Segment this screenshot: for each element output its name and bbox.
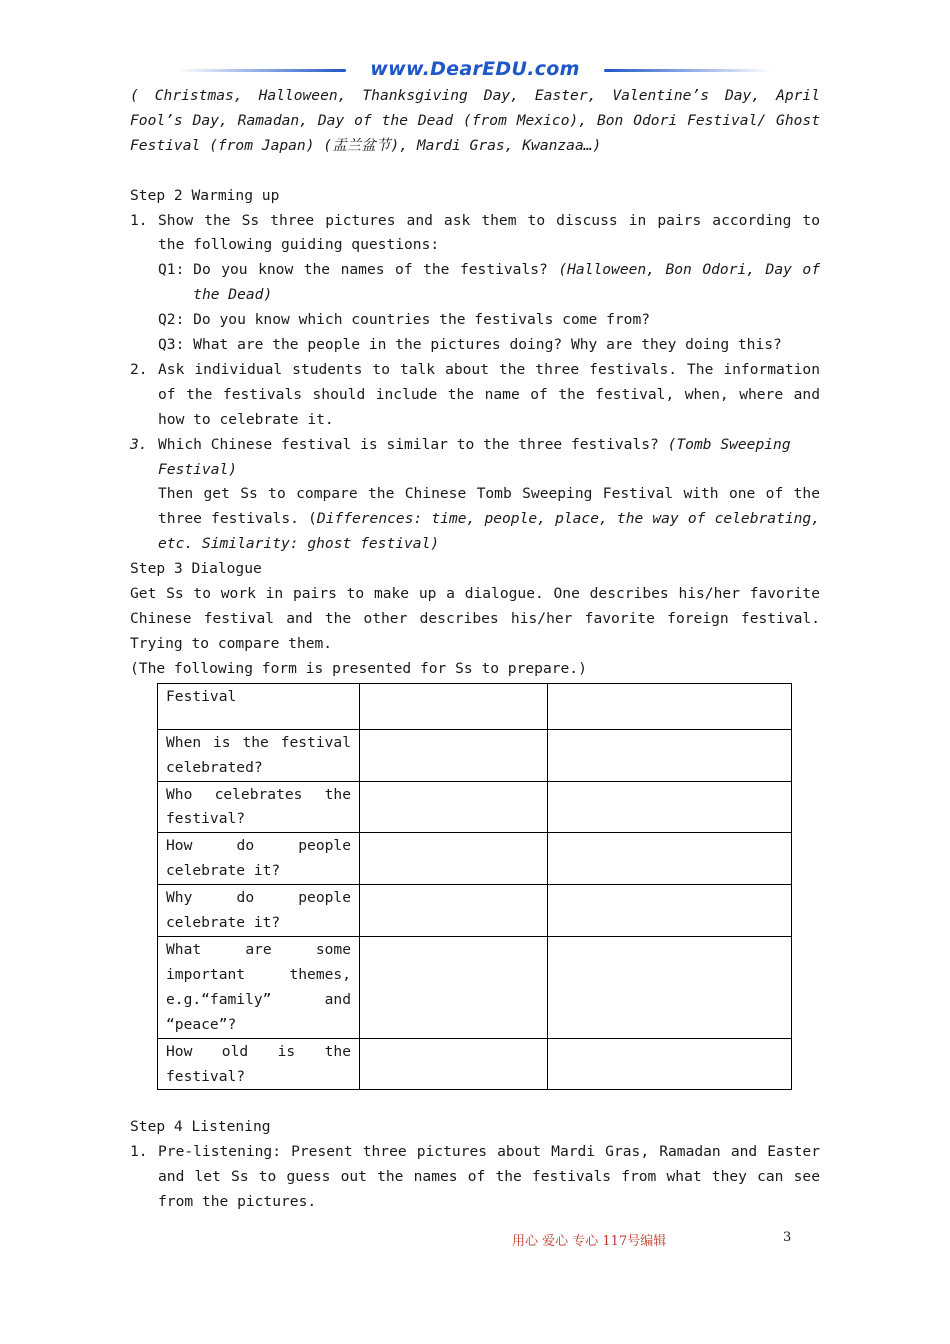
item-number: 3. [130, 435, 148, 453]
item-text: Pre-listening: Present three pictures about Mardi Gras, Ramadan and Easter and let Ss to guess out the names of the festivals from what they can see from the pictures. [158, 1143, 820, 1211]
blank-line [130, 159, 820, 184]
followup-text: Then get Ss to compare the Chinese Tomb Sweeping Festival with one of the three festivals. [158, 485, 820, 528]
question-label: Q1: [158, 261, 194, 279]
form-blank-cell[interactable] [360, 781, 548, 833]
form-blank-cell[interactable] [360, 833, 548, 885]
form-blank-cell[interactable] [360, 885, 548, 937]
form-row [158, 683, 792, 729]
item-answer: (Tomb Sweeping Festival) [158, 435, 791, 478]
step2-item-3 [130, 433, 820, 483]
form-blank-cell[interactable] [548, 833, 792, 885]
form-row [158, 885, 792, 937]
item-text: Which Chinese festival is similar to the three festivals? [158, 435, 668, 453]
step3-text: Get Ss to work in pairs to make up a dialogue. One describes his/her favorite Chinese festival and the other describes his/her favorite foreign festival. Trying to compare them. [130, 585, 820, 652]
question-q1 [158, 258, 820, 308]
form-row [158, 729, 792, 781]
followup-answer: Differences: time, people, place, the way of celebrating, etc. Similarity: ghost festival) [158, 510, 821, 553]
step2-item-3-followup [158, 482, 820, 557]
intro-examples: ( Christmas, Halloween, Thanksgiving Day, Easter, Valentine’s Day, April Fool’s Day, Ramadan, Day of the Dead (from Mexico), Bon Odori Festival/ Ghost Festival (from Japan) (盂兰盆节), Mardi Gras, Kwanzaa…) [130, 87, 820, 154]
banner-swoosh-right [604, 69, 772, 72]
form-row-label: How do people celebrate it? [158, 833, 360, 885]
step4-heading: Step 4 Listening [130, 1118, 271, 1136]
question-text: Do you know the names of the festivals? [193, 261, 559, 279]
form-blank-cell[interactable] [360, 936, 548, 1038]
form-blank-cell[interactable] [548, 781, 792, 833]
question-q2: Q2: Do you know which countries the festivals come from? [158, 311, 651, 329]
item-number: 2. [130, 360, 148, 378]
form-row [158, 936, 792, 1038]
form-row-label: When is the festival celebrated? [158, 729, 360, 781]
form-row-label: What are some important themes, e.g.“family” and “peace”? [158, 936, 360, 1038]
form-row [158, 1038, 792, 1090]
step2-item-2 [130, 358, 820, 433]
form-blank-cell[interactable] [360, 683, 548, 729]
step2-heading: Step 2 Warming up [130, 186, 280, 204]
form-note: (The following form is presented for Ss to prepare.) [130, 659, 587, 677]
form-blank-cell[interactable] [548, 1038, 792, 1090]
form-row [158, 833, 792, 885]
form-blank-cell[interactable] [548, 885, 792, 937]
step4-item-1 [130, 1140, 820, 1215]
footer-slogan: 用心 爱心 专心 117号编辑 [512, 1234, 667, 1249]
form-row-label: Festival [158, 683, 360, 729]
question-q3: Q3: What are the people in the pictures doing? Why are they doing this? [158, 336, 782, 354]
item-number: 1. [130, 1143, 148, 1161]
form-blank-cell[interactable] [548, 683, 792, 729]
blank-line [130, 1090, 820, 1115]
document-body [130, 84, 820, 1215]
site-banner-text: www.DearEDU.com [370, 58, 580, 80]
step3-heading: Step 3 Dialogue [130, 560, 262, 578]
item-number: 1. [130, 211, 148, 229]
followup-paren: ( [308, 510, 317, 528]
form-blank-cell[interactable] [548, 936, 792, 1038]
form-row-label: How old is the festival? [158, 1038, 360, 1090]
item-text: Show the Ss three pictures and ask them to discuss in pairs according to the following guiding questions: [158, 211, 820, 254]
step2-item-1 [130, 209, 820, 259]
page-number: 3 [783, 1230, 792, 1245]
form-blank-cell[interactable] [360, 729, 548, 781]
header-banner [178, 58, 772, 84]
form-row-label: Who celebrates the festival? [158, 781, 360, 833]
form-row-label: Why do people celebrate it? [158, 885, 360, 937]
form-row [158, 781, 792, 833]
form-blank-cell[interactable] [548, 729, 792, 781]
item-text: Ask individual students to talk about the three festivals. The information of the festivals should include the name of the festival, when, where and how to celebrate it. [158, 360, 820, 428]
question-answer: (Halloween, Bon Odori, Day of the Dead) [193, 261, 820, 304]
festival-comparison-form [157, 683, 792, 1091]
form-blank-cell[interactable] [360, 1038, 548, 1090]
